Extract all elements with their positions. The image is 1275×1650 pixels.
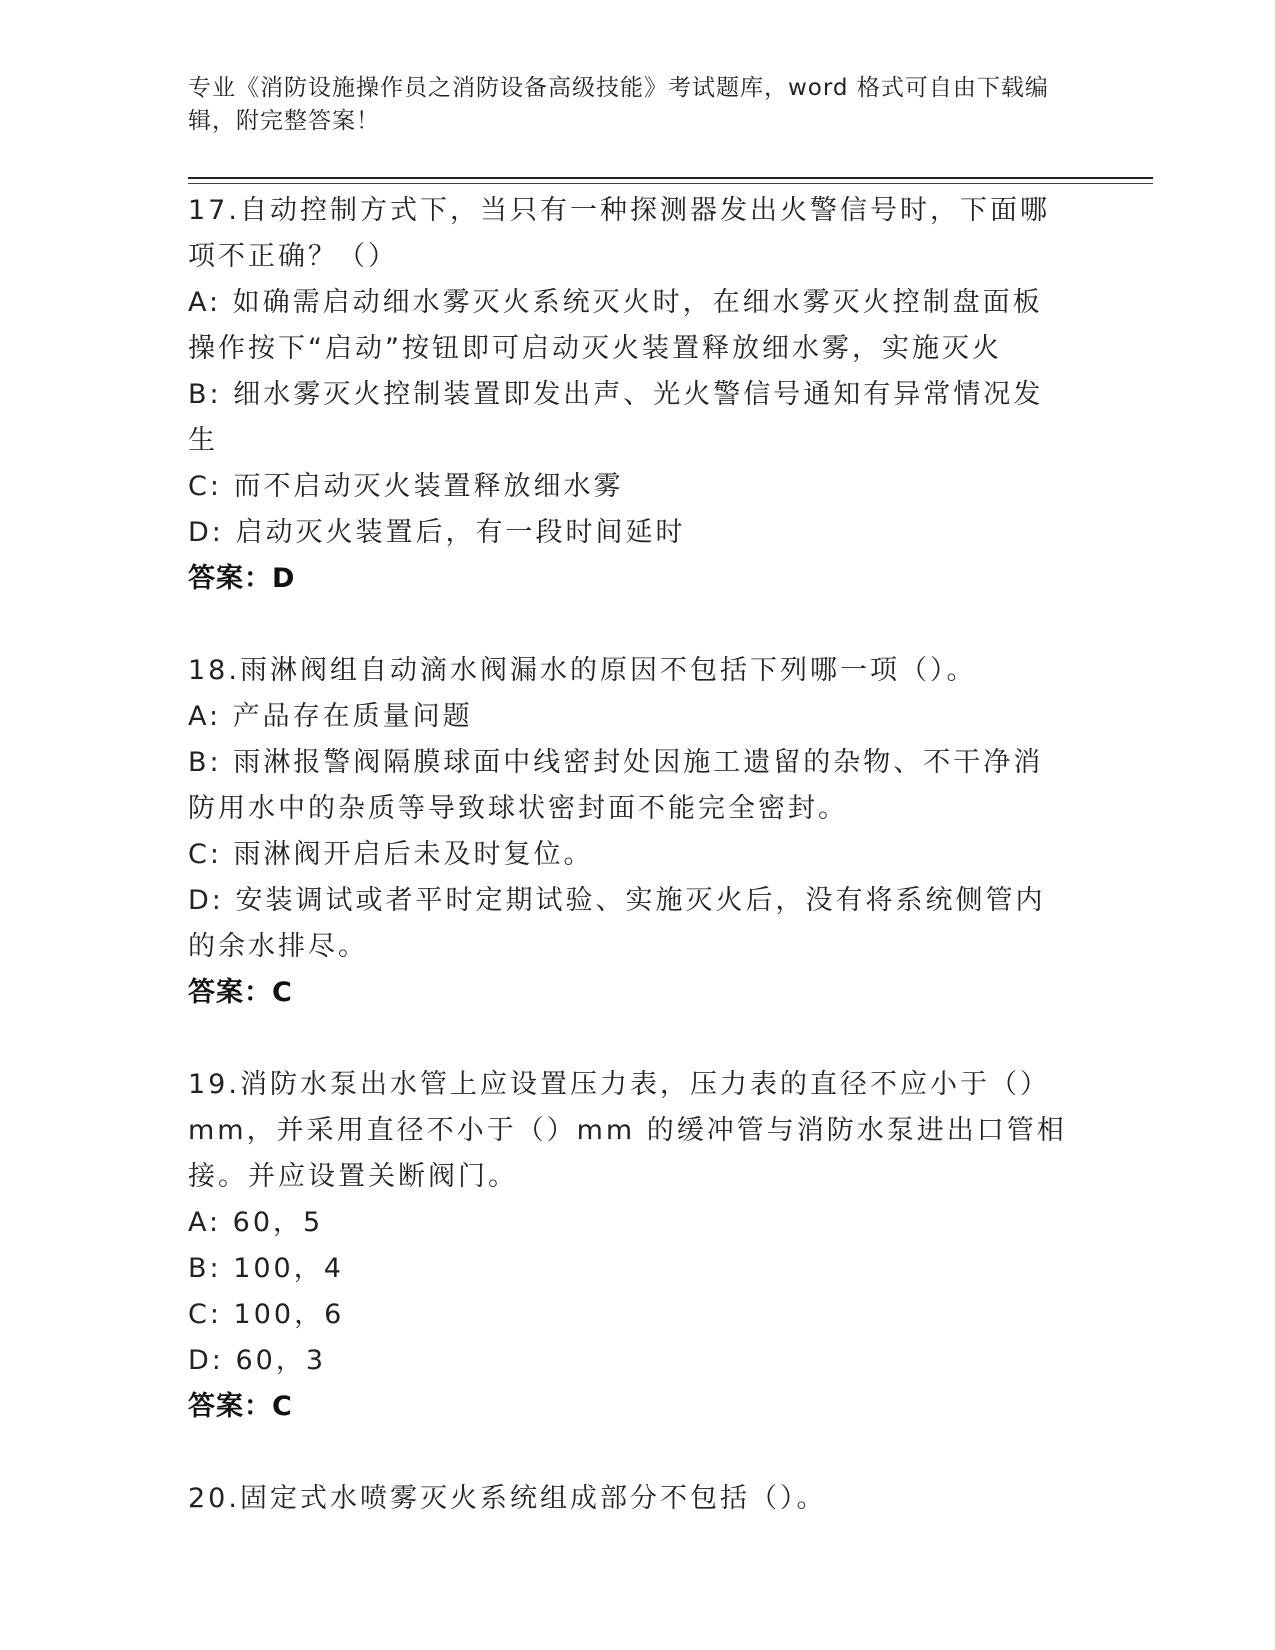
document-header: 专业《消防设施操作员之消防设备高级技能》考试题库，word 格式可自由下载编辑，附完整答案！ — [188, 75, 1049, 134]
question-spacer — [188, 1016, 1088, 1062]
option-a: A: 产品存在质量问题 — [188, 701, 473, 732]
question-stem: 18.雨淋阀组自动滴水阀漏水的原因不包括下列哪一项（）。 — [188, 655, 977, 686]
header-divider-thick — [188, 177, 1153, 179]
question-18 — [188, 648, 1088, 1016]
option-d: D: 60，3 — [188, 1345, 327, 1376]
answer-label: 答案：C — [188, 1391, 293, 1422]
option-b: B: 雨淋报警阀隔膜球面中线密封处因施工遗留的杂物、不干净消防用水中的杂质等导致球状密封面不能完全密封。 — [188, 747, 1044, 824]
option-c: C: 雨淋阀开启后未及时复位。 — [188, 839, 594, 870]
question-spacer — [188, 602, 1088, 648]
option-d: D: 安装调试或者平时定期试验、实施灭火后，没有将系统侧管内的余水排尽。 — [188, 885, 1046, 962]
header-divider-thin — [188, 183, 1153, 184]
question-spacer — [188, 1430, 1088, 1476]
question-17 — [188, 188, 1088, 602]
question-20 — [188, 1476, 1088, 1522]
question-list — [188, 188, 1088, 1522]
option-b: B: 细水雾灭火控制装置即发出声、光火警信号通知有异常情况发生 — [188, 379, 1044, 456]
question-stem: 17.自动控制方式下，当只有一种探测器发出火警信号时，下面哪项不正确？（） — [188, 195, 1050, 272]
answer-label: 答案：D — [188, 563, 296, 594]
question-19 — [188, 1062, 1088, 1430]
answer-label: 答案：C — [188, 977, 293, 1008]
option-b: B: 100，4 — [188, 1253, 344, 1284]
option-c: C: 100，6 — [188, 1299, 345, 1330]
option-a: A: 如确需启动细水雾灭火系统灭火时，在细水雾灭火控制盘面板操作按下“启动”按钮即可启动灭火装置释放细水雾，实施灭火 — [188, 287, 1043, 364]
option-a: A: 60，5 — [188, 1207, 324, 1238]
option-c: C: 而不启动灭火装置释放细水雾 — [188, 471, 624, 502]
option-d: D: 启动灭火装置后，有一段时间延时 — [188, 517, 686, 548]
question-stem: 20.固定式水喷雾灭火系统组成部分不包括（）。 — [188, 1483, 827, 1514]
question-stem: 19.消防水泵出水管上应设置压力表，压力表的直径不应小于（）mm，并采用直径不小于（）mm 的缓冲管与消防水泵进出口管相接。并应设置关断阀门。 — [188, 1069, 1067, 1192]
